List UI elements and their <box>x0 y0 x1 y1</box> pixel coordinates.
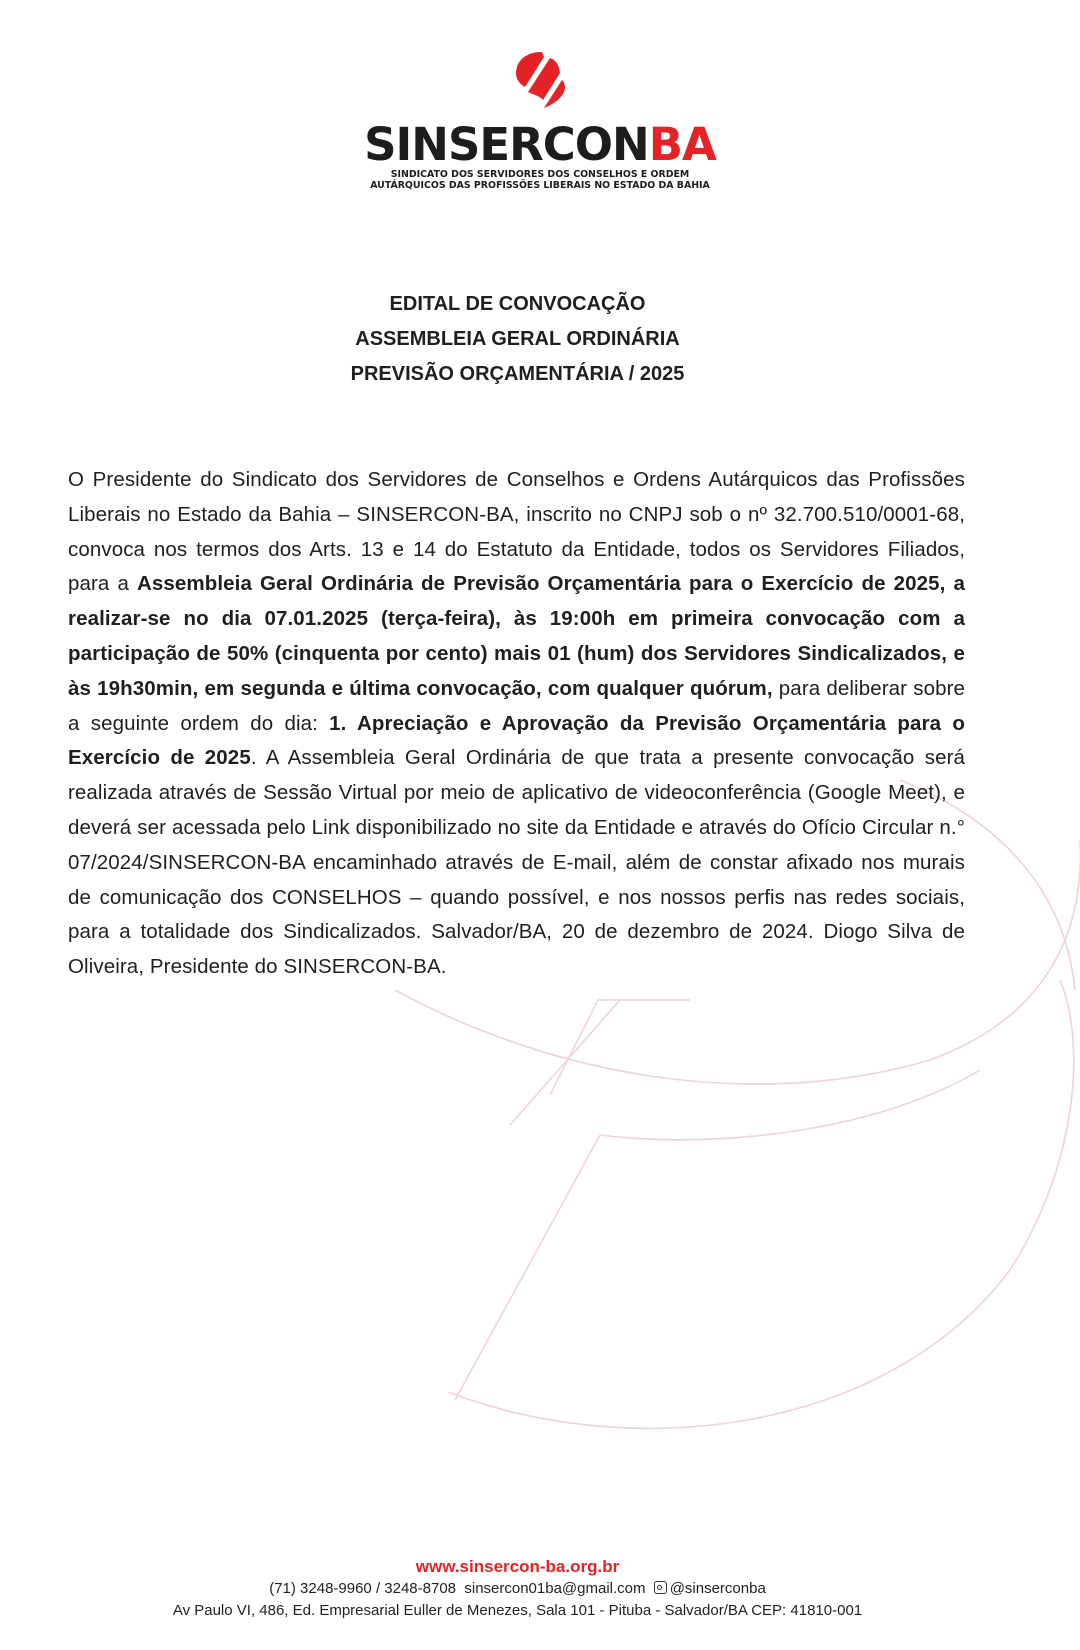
organization-logo <box>0 52 1080 192</box>
body-closing: . A Assembleia Geral Ordinária de que trata a presente convocação será realizada através de Sessão Virtual por meio de aplicativo de videoconferência (Google Meet), e deverá ser acessada pelo Link disponibilizado no site da Entidade e através do Ofício Circular n.° 07/2024/SINSERCON-BA encaminhado através de E-mail, além de constar afixado nos murais de comunicação dos CONSELHOS – quando possível, e nos nossos perfis nas redes sociais, para a totalidade dos Sindicalizados. Salvador/BA, 20 de dezembro de 2024. Diogo Silva de Oliveira, Presidente do SINSERCON-BA. <box>68 746 965 979</box>
footer-address: Av Paulo VI, 486, Ed. Empresarial Euller de Menezes, Sala 101 - Pituba - Salvador/BA CEP: 41810-001 <box>172 1602 863 1619</box>
footer-website-link[interactable]: www.sinsercon-ba.org.br <box>415 1557 620 1576</box>
body-agenda-item: 1. Apreciação e Aprovação da Previsão Orçamentária para o Exercício de 2025 <box>68 711 965 770</box>
footer-instagram[interactable]: @sinserconba <box>669 1580 766 1597</box>
page-footer <box>0 1556 1035 1622</box>
instagram-icon <box>654 1581 667 1594</box>
sinsercon-s-logo-icon <box>510 52 570 116</box>
footer-contacts <box>0 1578 1035 1600</box>
logo-subtitle-line2: AUTÁRQUICOS DAS PROFISSÕES LIBERAIS NO ESTADO DA BAHIA <box>370 180 710 191</box>
footer-phones: (71) 3248-9960 / 3248-8708 <box>269 1580 457 1597</box>
logo-wordmark-accent: BA <box>648 118 716 171</box>
body-assembly-details: Assembleia Geral Ordinária de Previsão Orçamentária para o Exercício de 2025, a realizar-se no dia 07.01.2025 (terça-feira), às 19:00h em primeira convocação com a participação de 50% (cinquenta por cento) mais 01 (hum) dos Servidores Sindicalizados, e às 19h30min, em segunda e última convocação, com qualquer quórum, <box>68 572 965 700</box>
notice-body <box>68 463 965 985</box>
body-agenda-intro: para deliberar sobre a seguinte ordem do dia: <box>68 676 965 735</box>
title-line-1: EDITAL DE CONVOCAÇÃO <box>389 293 646 315</box>
title-line-3: PREVISÃO ORÇAMENTÁRIA / 2025 <box>350 363 685 385</box>
footer-email[interactable]: sinsercon01ba@gmail.com <box>464 1580 646 1597</box>
document-title <box>0 287 1035 392</box>
title-line-2: ASSEMBLEIA GERAL ORDINÁRIA <box>355 328 680 350</box>
body-intro: O Presidente do Sindicato dos Servidores de Conselhos e Ordens Autárquicos das Profissões Liberais no Estado da Bahia – SINSERCON-BA, inscrito no CNPJ sob o nº 32.700.510/0001-68, convoca nos termos dos Arts. 13 e 14 do Estatuto da Entidade, todos os Servidores Filiados, para a <box>68 468 965 596</box>
logo-wordmark-main: SINSERCON <box>364 118 649 171</box>
logo-subtitle-line1: SINDICATO DOS SERVIDORES DOS CONSELHOS E ORDEM <box>390 169 690 180</box>
logo-wordmark <box>0 120 1080 170</box>
